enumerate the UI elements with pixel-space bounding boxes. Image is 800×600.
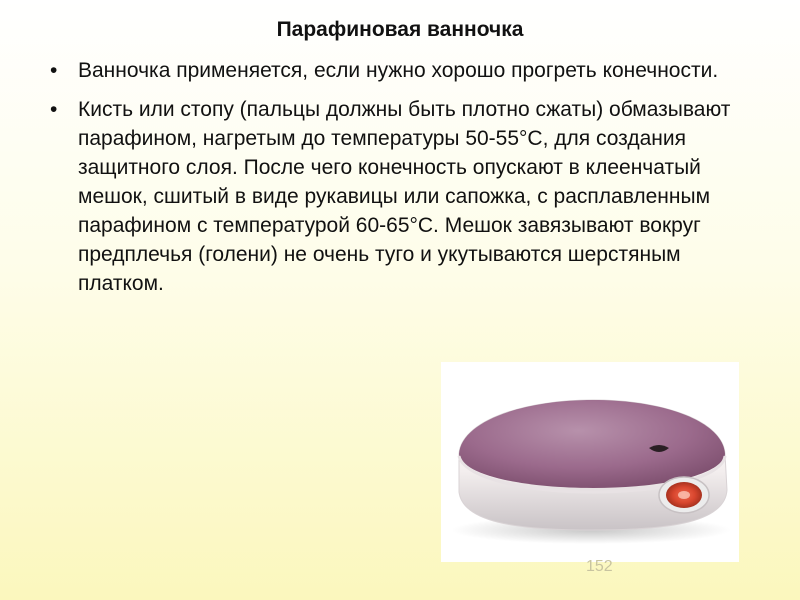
bullet-marker: • — [50, 59, 58, 82]
bullet-list — [48, 56, 763, 308]
bullet-text: Ванночка применяется, если нужно хорошо прогреть конечности. — [78, 59, 719, 82]
page-number: 152 — [586, 558, 613, 575]
bullet-item — [48, 56, 763, 85]
bullet-text: Кисть или стопу (пальцы должны быть плотно сжаты) обмазывают парафином, нагретым до температуры 50-55°С, для создания защитного слоя. После чего конечность опускают в клеенчатый мешок, сшитый в виде рукавицы или сапожка, с расплавленным парафином с температурой 60-65°С. Мешок завязывают вокруг предплечья (голени) не очень туго и укутываются шерстяным платком. — [78, 98, 731, 295]
bullet-item — [48, 95, 763, 298]
bullet-marker: • — [50, 98, 58, 121]
paraffin-bath-device-icon — [441, 362, 739, 562]
slide-title: Парафиновая ванночка — [276, 18, 524, 41]
